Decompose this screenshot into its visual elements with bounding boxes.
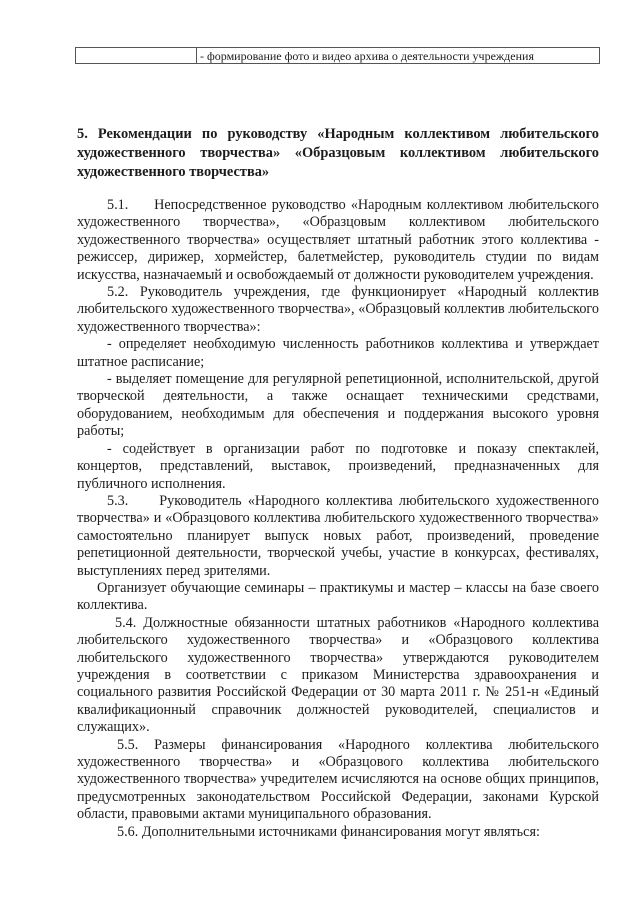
list-item: - содействует в организации работ по подготовке и показу спектаклей, концертов, представлений, выставок, произведений, предназначенных для публичного исполнения.: [77, 440, 599, 492]
top-table-fragment: [75, 47, 600, 64]
paragraph-5-5: 5.5. Размеры финансирования «Народного коллектива любительского художественного творчества» и «Образцового коллектива любительского художественного творчества» учредителем исчисляются на основе общих принципов, предусмотренных законодательством Российской Федерации, законами Курской области, правовыми актами муниципального образования.: [77, 736, 599, 823]
paragraph-5-6: 5.6. Дополнительными источниками финансирования могут являться:: [117, 823, 540, 840]
paragraph-5-2: 5.2. Руководитель учреждения, где функционирует «Народный коллектив любительского художественного творчества», «Образцовый коллектив любительского художественного творчества»:: [77, 284, 599, 335]
list-item: - определяет необходимую численность работников коллектива и утверждает штатное расписание;: [77, 336, 599, 370]
list-item: - выделяет помещение для регулярной репетиционной, исполнительской, другой творческой деятельности, а также оснащает техническими средствами, оборудованием, необходимым для обеспечения и поддержания высокого уровня работы;: [77, 371, 599, 440]
paragraph-5-4: 5.4. Должностные обязанности штатных работников «Народного коллектива любительского художественного творчества» и «Образцового коллектива любительского художественного творчества» утверждаются руководителем учреждения в соответствии с приказом Министерства здравоохранения и социального развития Российской Федерации от 30 марта 2011 г. № 251-н «Единый квалификационный справочник должностей руководителей, специалистов и служащих».: [77, 614, 599, 736]
paragraph-5-3-continued: Организует обучающие семинары – практикумы и мастер – классы на базе своего коллектива.: [77, 579, 599, 614]
table-right-cell: - формирование фото и видео архива о деятельности учреждения: [200, 49, 534, 63]
section-heading: 5. Рекомендации по руководству «Народным коллективом любительского художественного творчества» «Образцовым коллективом любительского художественного творчества»: [77, 126, 599, 180]
paragraph-5-3: 5.3. Руководитель «Народного коллектива любительского художественного творчества» и «Образцового коллектива любительского художественного творчества» самостоятельно планирует выпуск новых работ, произведений, проведение репетиционной деятельности, творческой учебы, участие в конкурсах, фестивалях, выступлениях перед зрителями.: [77, 492, 599, 579]
paragraph-5-1: 5.1. Непосредственное руководство «Народным коллективом любительского художественного творчества», «Образцовым коллективом любительского художественного творчества» осуществляет штатный работник этого коллектива - режиссер, дирижер, хормейстер, балетмейстер, руководитель студии по видам искусства, назначаемый и освобождаемый от должности руководителем учреждения.: [77, 197, 599, 283]
document-body: [77, 197, 599, 841]
table-left-cell: [76, 48, 197, 63]
